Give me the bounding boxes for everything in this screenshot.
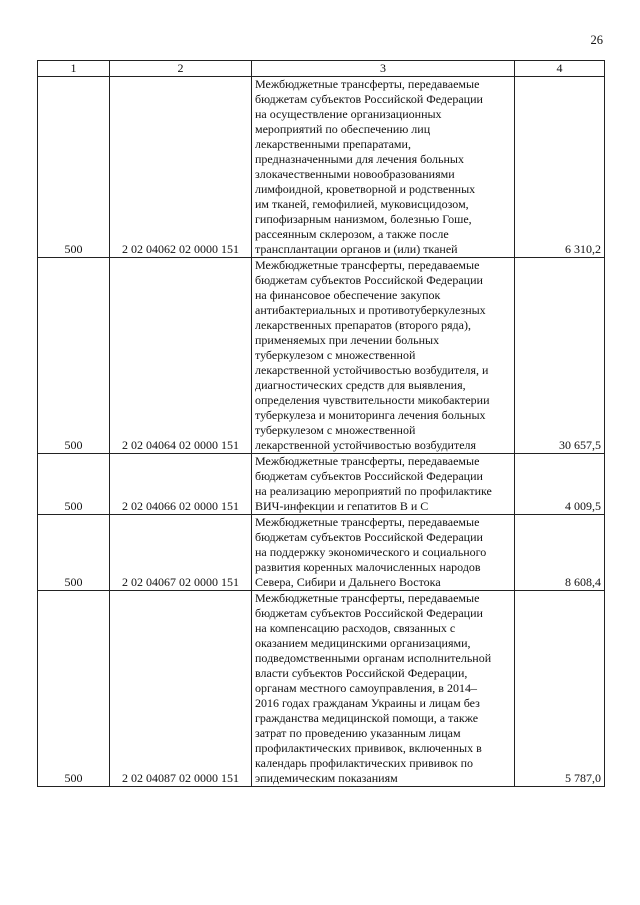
header-col-3: 3 — [252, 61, 515, 77]
revenue-name-line: лекарственной устойчивостью возбудителя, и — [255, 363, 489, 377]
revenue-name-line: развития коренных малочисленных народов — [255, 560, 481, 574]
budget-table — [37, 60, 605, 787]
table-header-row — [38, 61, 605, 77]
revenue-name-line: определения чувствительности микобактерии — [255, 393, 490, 407]
table-row — [38, 591, 605, 787]
revenue-name-line: на осуществление организационных — [255, 107, 442, 121]
revenue-name-line: затрат по проведению указанным лицам — [255, 726, 461, 740]
amount-cell: 8 608,4 — [515, 515, 605, 591]
revenue-name-line: органам местного самоуправления, в 2014– — [255, 681, 477, 695]
revenue-name-line: туберкулеза и мониторинга лечения больных — [255, 408, 486, 422]
revenue-name-line: лекарственными препаратами, — [255, 137, 411, 151]
revenue-name-line: бюджетам субъектов Российской Федерации — [255, 273, 483, 287]
revenue-name-line: 2016 годах гражданам Украины и лицам без — [255, 696, 480, 710]
revenue-name-line: Межбюджетные трансферты, передаваемые — [255, 258, 480, 272]
budget-classification-code-cell: 2 02 04087 02 0000 151 — [110, 591, 252, 787]
revenue-name-line: эпидемическим показаниям — [255, 771, 398, 785]
revenue-name-line: Межбюджетные трансферты, передаваемые — [255, 454, 480, 468]
revenue-name-line: злокачественными новообразованиями — [255, 167, 455, 181]
revenue-name-line: на финансовое обеспечение закупок — [255, 288, 441, 302]
revenue-name-line: Межбюджетные трансферты, передаваемые — [255, 515, 480, 529]
revenue-name-line: власти субъектов Российской Федерации, — [255, 666, 468, 680]
revenue-name-line: бюджетам субъектов Российской Федерации — [255, 92, 483, 106]
budget-classification-code-cell: 2 02 04062 02 0000 151 — [110, 77, 252, 258]
revenue-name-line: Севера, Сибири и Дальнего Востока — [255, 575, 441, 589]
revenue-name-line: ВИЧ-инфекции и гепатитов B и C — [255, 499, 429, 513]
revenue-name-line: лекарственной устойчивостью возбудителя — [255, 438, 477, 452]
revenue-name-line: Межбюджетные трансферты, передаваемые — [255, 591, 480, 605]
header-col-1: 1 — [38, 61, 110, 77]
revenue-name-cell — [252, 515, 515, 591]
revenue-name-line: на компенсацию расходов, связанных с — [255, 621, 456, 635]
revenue-name-line: предназначенными для лечения больных — [255, 152, 464, 166]
revenue-name-line: рассеянным склерозом, а также после — [255, 227, 449, 241]
revenue-name-line: туберкулезом с множественной — [255, 423, 416, 437]
admin-code-cell: 500 — [38, 591, 110, 787]
amount-cell: 4 009,5 — [515, 454, 605, 515]
revenue-name-line: применяемых при лечении больных — [255, 333, 440, 347]
revenue-name-line: лекарственных препаратов (второго ряда), — [255, 318, 471, 332]
table-row — [38, 258, 605, 454]
budget-classification-code-cell: 2 02 04064 02 0000 151 — [110, 258, 252, 454]
revenue-name-line: бюджетам субъектов Российской Федерации — [255, 606, 483, 620]
revenue-name-line: профилактических прививок, включенных в — [255, 741, 482, 755]
amount-cell: 30 657,5 — [515, 258, 605, 454]
table-row — [38, 515, 605, 591]
revenue-name-cell — [252, 77, 515, 258]
admin-code-cell: 500 — [38, 258, 110, 454]
budget-classification-code-cell: 2 02 04066 02 0000 151 — [110, 454, 252, 515]
admin-code-cell: 500 — [38, 77, 110, 258]
revenue-name-line: антибактериальных и противотуберкулезных — [255, 303, 486, 317]
revenue-name-line: гражданства медицинской помощи, а также — [255, 711, 479, 725]
revenue-name-line: мероприятий по обеспечению лиц — [255, 122, 431, 136]
table-row — [38, 77, 605, 258]
table-row — [38, 454, 605, 515]
revenue-name-line: бюджетам субъектов Российской Федерации — [255, 469, 483, 483]
revenue-name-line: календарь профилактических прививок по — [255, 756, 473, 770]
revenue-name-cell — [252, 454, 515, 515]
revenue-name-cell — [252, 591, 515, 787]
header-col-2: 2 — [110, 61, 252, 77]
revenue-name-line: лимфоидной, кроветворной и родственных — [255, 182, 476, 196]
revenue-name-line: на поддержку экономического и социального — [255, 545, 487, 559]
revenue-name-line: оказанием медицинскими организациями, — [255, 636, 471, 650]
admin-code-cell: 500 — [38, 454, 110, 515]
revenue-name-line: гипофизарным нанизмом, болезнью Гоше, — [255, 212, 472, 226]
page-number: 26 — [590, 33, 603, 47]
amount-cell: 5 787,0 — [515, 591, 605, 787]
revenue-name-line: на реализацию мероприятий по профилактике — [255, 484, 492, 498]
header-col-4: 4 — [515, 61, 605, 77]
revenue-name-cell — [252, 258, 515, 454]
revenue-name-line: трансплантации органов и (или) тканей — [255, 242, 458, 256]
revenue-name-line: подведомственными органам исполнительной — [255, 651, 492, 665]
amount-cell: 6 310,2 — [515, 77, 605, 258]
revenue-name-line: бюджетам субъектов Российской Федерации — [255, 530, 483, 544]
revenue-name-line: диагностических средств для выявления, — [255, 378, 466, 392]
admin-code-cell: 500 — [38, 515, 110, 591]
budget-classification-code-cell: 2 02 04067 02 0000 151 — [110, 515, 252, 591]
revenue-name-line: Межбюджетные трансферты, передаваемые — [255, 77, 480, 91]
revenue-name-line: туберкулезом с множественной — [255, 348, 416, 362]
revenue-name-line: им тканей, гемофилией, муковисцидозом, — [255, 197, 469, 211]
